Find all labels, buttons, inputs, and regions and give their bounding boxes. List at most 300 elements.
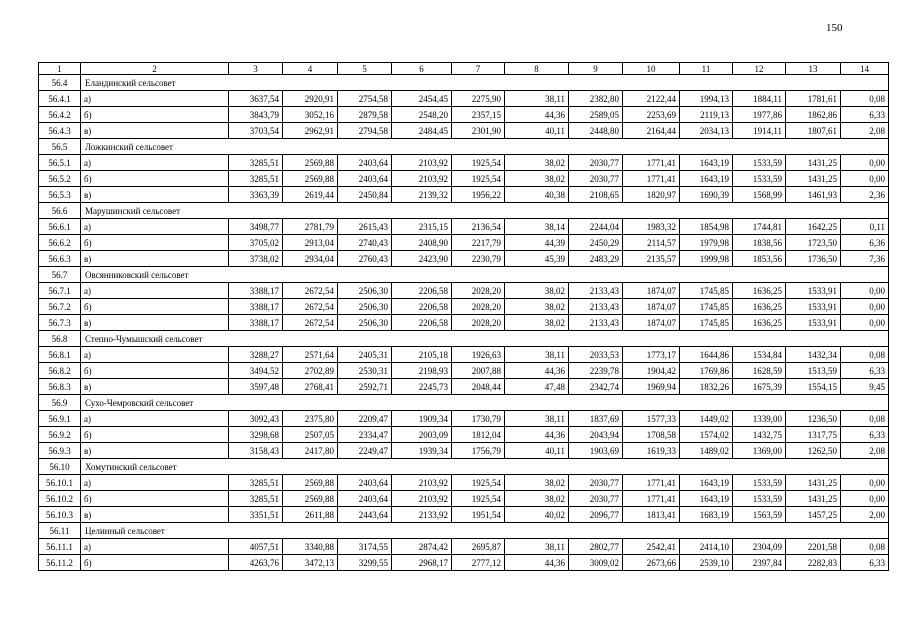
value-cell: 2114,57 xyxy=(623,235,680,251)
value-cell: 1773,17 xyxy=(623,347,680,363)
value-cell: 2802,77 xyxy=(569,539,623,555)
value-cell: 3351,51 xyxy=(229,507,283,523)
value-cell: 0,00 xyxy=(841,491,889,507)
value-cell: 2443,64 xyxy=(338,507,392,523)
value-cell: 1317,75 xyxy=(786,427,841,443)
column-header: 10 xyxy=(623,63,680,75)
row-code: 56.10.1 xyxy=(39,475,81,491)
value-cell: 2034,13 xyxy=(680,123,733,139)
row-label: б) xyxy=(81,235,229,251)
value-cell: 1756,79 xyxy=(452,443,505,459)
value-cell: 3285,51 xyxy=(229,155,283,171)
value-cell: 2754,58 xyxy=(338,91,392,107)
value-cell: 2414,10 xyxy=(680,539,733,555)
value-cell: 2033,53 xyxy=(569,347,623,363)
value-cell: 2740,43 xyxy=(338,235,392,251)
section-name: Целинный сельсовет xyxy=(85,525,165,536)
value-cell: 2423,90 xyxy=(392,251,452,267)
value-cell: 1369,00 xyxy=(733,443,786,459)
table-row xyxy=(39,123,889,139)
value-cell: 38,02 xyxy=(505,491,569,507)
value-cell: 2301,90 xyxy=(452,123,505,139)
value-cell: 2571,64 xyxy=(283,347,338,363)
value-cell: 2003,09 xyxy=(392,427,452,443)
value-cell: 2777,12 xyxy=(452,555,505,571)
value-cell: 1771,41 xyxy=(623,475,680,491)
value-cell: 2275,90 xyxy=(452,91,505,107)
value-cell: 2408,90 xyxy=(392,235,452,251)
value-cell: 3637,54 xyxy=(229,91,283,107)
value-cell: 44,36 xyxy=(505,555,569,571)
section-tail-cell xyxy=(841,75,889,91)
value-cell: 2403,64 xyxy=(338,155,392,171)
row-label: а) xyxy=(81,475,229,491)
value-cell: 2530,31 xyxy=(338,363,392,379)
value-cell: 2007,88 xyxy=(452,363,505,379)
value-cell: 1771,41 xyxy=(623,171,680,187)
value-cell: 1771,41 xyxy=(623,155,680,171)
value-cell: 1874,07 xyxy=(623,283,680,299)
table-row xyxy=(39,507,889,523)
value-cell: 2484,45 xyxy=(392,123,452,139)
value-cell: 1914,11 xyxy=(733,123,786,139)
value-cell: 2507,05 xyxy=(283,427,338,443)
value-cell: 1862,86 xyxy=(786,107,841,123)
value-cell: 2569,88 xyxy=(283,491,338,507)
column-header: 14 xyxy=(841,63,889,75)
value-cell: 3703,54 xyxy=(229,123,283,139)
table-row xyxy=(39,443,889,459)
value-cell: 1554,15 xyxy=(786,379,841,395)
value-cell: 1533,59 xyxy=(733,475,786,491)
value-cell: 2382,80 xyxy=(569,91,623,107)
value-cell: 44,36 xyxy=(505,427,569,443)
value-cell: 47,48 xyxy=(505,379,569,395)
row-code: 56.4.2 xyxy=(39,107,81,123)
value-cell: 3285,51 xyxy=(229,491,283,507)
section-row xyxy=(39,331,889,347)
value-cell: 40,11 xyxy=(505,123,569,139)
value-cell: 3299,55 xyxy=(338,555,392,571)
value-cell: 1339,00 xyxy=(733,411,786,427)
value-cell: 3597,48 xyxy=(229,379,283,395)
value-cell: 2569,88 xyxy=(283,475,338,491)
value-cell: 3174,55 xyxy=(338,539,392,555)
value-cell: 2592,71 xyxy=(338,379,392,395)
section-name: Хомутинский сельсовет xyxy=(85,461,177,472)
value-cell: 2454,45 xyxy=(392,91,452,107)
row-label: в) xyxy=(81,251,229,267)
value-cell: 2539,10 xyxy=(680,555,733,571)
value-cell: 3298,68 xyxy=(229,427,283,443)
value-cell: 1884,11 xyxy=(733,91,786,107)
table-row xyxy=(39,91,889,107)
section-code: 56.11 xyxy=(39,523,81,539)
value-cell: 2672,54 xyxy=(283,315,338,331)
value-cell: 2569,88 xyxy=(283,155,338,171)
value-cell: 1951,54 xyxy=(452,507,505,523)
value-cell: 3388,17 xyxy=(229,299,283,315)
value-cell: 2403,64 xyxy=(338,171,392,187)
value-cell: 1832,26 xyxy=(680,379,733,395)
value-cell: 3052,16 xyxy=(283,107,338,123)
section-row xyxy=(39,139,889,155)
value-cell: 2920,91 xyxy=(283,91,338,107)
value-cell: 3285,51 xyxy=(229,171,283,187)
table-row xyxy=(39,315,889,331)
value-cell: 3472,13 xyxy=(283,555,338,571)
value-cell: 4057,51 xyxy=(229,539,283,555)
section-row xyxy=(39,203,889,219)
row-code: 56.11.2 xyxy=(39,555,81,571)
value-cell: 2028,20 xyxy=(452,315,505,331)
value-cell: 2209,47 xyxy=(338,411,392,427)
value-cell: 2695,87 xyxy=(452,539,505,555)
value-cell: 2962,91 xyxy=(283,123,338,139)
row-code: 56.7.1 xyxy=(39,283,81,299)
value-cell: 2450,84 xyxy=(338,187,392,203)
value-cell: 0,00 xyxy=(841,155,889,171)
value-cell: 2672,54 xyxy=(283,283,338,299)
value-cell: 45,39 xyxy=(505,251,569,267)
value-cell: 1642,25 xyxy=(786,219,841,235)
table-row xyxy=(39,491,889,507)
value-cell: 1969,94 xyxy=(623,379,680,395)
value-cell: 1432,34 xyxy=(786,347,841,363)
value-cell: 1813,41 xyxy=(623,507,680,523)
value-cell: 2245,73 xyxy=(392,379,452,395)
value-cell: 1853,56 xyxy=(733,251,786,267)
row-label: б) xyxy=(81,491,229,507)
value-cell: 1904,42 xyxy=(623,363,680,379)
section-row xyxy=(39,523,889,539)
value-cell: 3494,52 xyxy=(229,363,283,379)
value-cell: 0,08 xyxy=(841,539,889,555)
value-cell: 1926,63 xyxy=(452,347,505,363)
column-header: 11 xyxy=(680,63,733,75)
value-cell: 0,00 xyxy=(841,171,889,187)
value-cell: 2253,69 xyxy=(623,107,680,123)
value-cell: 3738,02 xyxy=(229,251,283,267)
row-label: в) xyxy=(81,187,229,203)
row-code: 56.8.3 xyxy=(39,379,81,395)
value-cell: 1854,98 xyxy=(680,219,733,235)
value-cell: 1769,86 xyxy=(680,363,733,379)
value-cell: 1533,59 xyxy=(733,155,786,171)
value-cell: 1432,75 xyxy=(733,427,786,443)
value-cell: 2133,43 xyxy=(569,315,623,331)
section-name: Ложкинский сельсовет xyxy=(85,141,173,152)
value-cell: 2133,92 xyxy=(392,507,452,523)
value-cell: 0,00 xyxy=(841,315,889,331)
value-cell: 2249,47 xyxy=(338,443,392,459)
value-cell: 2672,54 xyxy=(283,299,338,315)
column-header: 5 xyxy=(338,63,392,75)
row-label: в) xyxy=(81,315,229,331)
value-cell: 2198,93 xyxy=(392,363,452,379)
table-row xyxy=(39,347,889,363)
value-cell: 3288,27 xyxy=(229,347,283,363)
column-header: 3 xyxy=(229,63,283,75)
value-cell: 2342,74 xyxy=(569,379,623,395)
value-cell: 1983,32 xyxy=(623,219,680,235)
value-cell: 2397,84 xyxy=(733,555,786,571)
value-cell: 2030,77 xyxy=(569,155,623,171)
value-cell: 2450,29 xyxy=(569,235,623,251)
row-label: б) xyxy=(81,363,229,379)
value-cell: 1708,58 xyxy=(623,427,680,443)
section-name: Еландинский сельсовет xyxy=(85,77,176,88)
row-code: 56.6.2 xyxy=(39,235,81,251)
value-cell: 2230,79 xyxy=(452,251,505,267)
value-cell: 6,33 xyxy=(841,107,889,123)
value-cell: 1874,07 xyxy=(623,315,680,331)
value-cell: 3498,77 xyxy=(229,219,283,235)
value-cell: 2403,64 xyxy=(338,475,392,491)
value-cell: 1636,25 xyxy=(733,283,786,299)
value-cell: 1643,19 xyxy=(680,491,733,507)
value-cell: 2139,32 xyxy=(392,187,452,203)
value-cell: 2569,88 xyxy=(283,171,338,187)
value-cell: 2375,80 xyxy=(283,411,338,427)
value-cell: 1533,59 xyxy=(733,171,786,187)
value-cell: 1730,79 xyxy=(452,411,505,427)
table-row xyxy=(39,539,889,555)
row-label: а) xyxy=(81,283,229,299)
column-header: 6 xyxy=(392,63,452,75)
table-row xyxy=(39,299,889,315)
value-cell: 1903,69 xyxy=(569,443,623,459)
value-cell: 1568,99 xyxy=(733,187,786,203)
value-cell: 3158,43 xyxy=(229,443,283,459)
row-label: а) xyxy=(81,539,229,555)
column-header-row xyxy=(39,63,889,75)
table-row xyxy=(39,363,889,379)
value-cell: 2913,04 xyxy=(283,235,338,251)
value-cell: 2028,20 xyxy=(452,283,505,299)
value-cell: 1812,04 xyxy=(452,427,505,443)
table-row xyxy=(39,235,889,251)
row-code: 56.10.2 xyxy=(39,491,81,507)
section-code: 56.6 xyxy=(39,203,81,219)
value-cell: 3388,17 xyxy=(229,283,283,299)
column-header: 1 xyxy=(39,63,81,75)
section-tail-cell xyxy=(841,203,889,219)
row-label: а) xyxy=(81,347,229,363)
value-cell: 40,38 xyxy=(505,187,569,203)
value-cell: 2448,80 xyxy=(569,123,623,139)
value-cell: 2506,30 xyxy=(338,315,392,331)
value-cell: 38,02 xyxy=(505,299,569,315)
row-code: 56.5.2 xyxy=(39,171,81,187)
value-cell: 2483,29 xyxy=(569,251,623,267)
value-cell: 2030,77 xyxy=(569,171,623,187)
value-cell: 1457,25 xyxy=(786,507,841,523)
value-cell: 1489,02 xyxy=(680,443,733,459)
row-label: а) xyxy=(81,155,229,171)
value-cell: 6,33 xyxy=(841,427,889,443)
value-cell: 38,11 xyxy=(505,411,569,427)
value-cell: 1431,25 xyxy=(786,475,841,491)
section-name: Марушинский сельсовет xyxy=(85,205,181,216)
value-cell: 1513,59 xyxy=(786,363,841,379)
value-cell: 1744,81 xyxy=(733,219,786,235)
value-cell: 2105,18 xyxy=(392,347,452,363)
value-cell: 2206,58 xyxy=(392,299,452,315)
row-label: б) xyxy=(81,427,229,443)
section-tail-cell xyxy=(841,267,889,283)
value-cell: 2,36 xyxy=(841,187,889,203)
value-cell: 2119,13 xyxy=(680,107,733,123)
row-code: 56.10.3 xyxy=(39,507,81,523)
value-cell: 2206,58 xyxy=(392,283,452,299)
value-cell: 2201,58 xyxy=(786,539,841,555)
value-cell: 2122,44 xyxy=(623,91,680,107)
row-label: а) xyxy=(81,219,229,235)
value-cell: 0,00 xyxy=(841,299,889,315)
value-cell: 1628,59 xyxy=(733,363,786,379)
row-code: 56.9.2 xyxy=(39,427,81,443)
value-cell: 38,02 xyxy=(505,475,569,491)
value-cell: 38,02 xyxy=(505,155,569,171)
section-row xyxy=(39,75,889,91)
section-code: 56.8 xyxy=(39,331,81,347)
value-cell: 38,02 xyxy=(505,315,569,331)
value-cell: 1838,56 xyxy=(733,235,786,251)
value-cell: 2357,15 xyxy=(452,107,505,123)
value-cell: 1431,25 xyxy=(786,155,841,171)
value-cell: 1534,84 xyxy=(733,347,786,363)
value-cell: 2030,77 xyxy=(569,475,623,491)
value-cell: 2103,92 xyxy=(392,475,452,491)
value-cell: 2968,17 xyxy=(392,555,452,571)
value-cell: 3009,02 xyxy=(569,555,623,571)
row-label: б) xyxy=(81,107,229,123)
section-row xyxy=(39,395,889,411)
value-cell: 1563,59 xyxy=(733,507,786,523)
value-cell: 1925,54 xyxy=(452,491,505,507)
value-cell: 1939,34 xyxy=(392,443,452,459)
value-cell: 0,08 xyxy=(841,91,889,107)
value-cell: 2615,43 xyxy=(338,219,392,235)
section-code: 56.5 xyxy=(39,139,81,155)
value-cell: 1999,98 xyxy=(680,251,733,267)
value-cell: 1925,54 xyxy=(452,171,505,187)
value-cell: 3843,79 xyxy=(229,107,283,123)
section-tail-cell xyxy=(841,523,889,539)
value-cell: 1781,61 xyxy=(786,91,841,107)
value-cell: 2702,89 xyxy=(283,363,338,379)
value-cell: 2619,44 xyxy=(283,187,338,203)
column-header: 12 xyxy=(733,63,786,75)
value-cell: 2673,66 xyxy=(623,555,680,571)
table-row xyxy=(39,251,889,267)
value-cell: 6,33 xyxy=(841,363,889,379)
section-tail-cell xyxy=(841,395,889,411)
section-name: Овсянниковский сельсовет xyxy=(85,269,189,280)
value-cell: 2506,30 xyxy=(338,299,392,315)
value-cell: 2589,05 xyxy=(569,107,623,123)
value-cell: 2334,47 xyxy=(338,427,392,443)
value-cell: 1723,50 xyxy=(786,235,841,251)
section-code: 56.7 xyxy=(39,267,81,283)
value-cell: 1533,91 xyxy=(786,315,841,331)
value-cell: 2,00 xyxy=(841,507,889,523)
value-cell: 2217,79 xyxy=(452,235,505,251)
row-code: 56.8.2 xyxy=(39,363,81,379)
value-cell: 0,08 xyxy=(841,411,889,427)
value-cell: 1736,50 xyxy=(786,251,841,267)
value-cell: 1690,39 xyxy=(680,187,733,203)
value-cell: 2,08 xyxy=(841,123,889,139)
value-cell: 44,39 xyxy=(505,235,569,251)
column-header: 8 xyxy=(505,63,569,75)
value-cell: 2,08 xyxy=(841,443,889,459)
value-cell: 2133,43 xyxy=(569,299,623,315)
value-cell: 40,02 xyxy=(505,507,569,523)
column-header: 9 xyxy=(569,63,623,75)
value-cell: 6,36 xyxy=(841,235,889,251)
value-cell: 1533,59 xyxy=(733,491,786,507)
value-cell: 2096,77 xyxy=(569,507,623,523)
value-cell: 1956,22 xyxy=(452,187,505,203)
value-cell: 2315,15 xyxy=(392,219,452,235)
value-cell: 2611,88 xyxy=(283,507,338,523)
row-label: в) xyxy=(81,443,229,459)
table-row xyxy=(39,187,889,203)
value-cell: 3388,17 xyxy=(229,315,283,331)
value-cell: 1636,25 xyxy=(733,299,786,315)
value-cell: 44,36 xyxy=(505,363,569,379)
value-cell: 1449,02 xyxy=(680,411,733,427)
section-code: 56.10 xyxy=(39,459,81,475)
value-cell: 2282,83 xyxy=(786,555,841,571)
row-code: 56.8.1 xyxy=(39,347,81,363)
value-cell: 38,11 xyxy=(505,347,569,363)
value-cell: 1643,19 xyxy=(680,155,733,171)
table-row xyxy=(39,283,889,299)
row-code: 56.7.3 xyxy=(39,315,81,331)
row-label: в) xyxy=(81,507,229,523)
value-cell: 3705,02 xyxy=(229,235,283,251)
value-cell: 3363,39 xyxy=(229,187,283,203)
value-cell: 44,36 xyxy=(505,107,569,123)
value-cell: 1577,33 xyxy=(623,411,680,427)
value-cell: 1431,25 xyxy=(786,171,841,187)
table-row xyxy=(39,475,889,491)
value-cell: 2103,92 xyxy=(392,171,452,187)
value-cell: 2548,20 xyxy=(392,107,452,123)
section-tail-cell xyxy=(841,139,889,155)
row-label: б) xyxy=(81,555,229,571)
table-row xyxy=(39,427,889,443)
section-tail-cell xyxy=(841,331,889,347)
row-code: 56.6.1 xyxy=(39,219,81,235)
value-cell: 2028,20 xyxy=(452,299,505,315)
value-cell: 2781,79 xyxy=(283,219,338,235)
value-cell: 38,14 xyxy=(505,219,569,235)
row-code: 56.11.1 xyxy=(39,539,81,555)
section-tail-cell xyxy=(841,459,889,475)
value-cell: 2934,04 xyxy=(283,251,338,267)
row-label: в) xyxy=(81,123,229,139)
value-cell: 2768,41 xyxy=(283,379,338,395)
value-cell: 1925,54 xyxy=(452,155,505,171)
value-cell: 2103,92 xyxy=(392,491,452,507)
value-cell: 1979,98 xyxy=(680,235,733,251)
value-cell: 2760,43 xyxy=(338,251,392,267)
value-cell: 2103,92 xyxy=(392,155,452,171)
